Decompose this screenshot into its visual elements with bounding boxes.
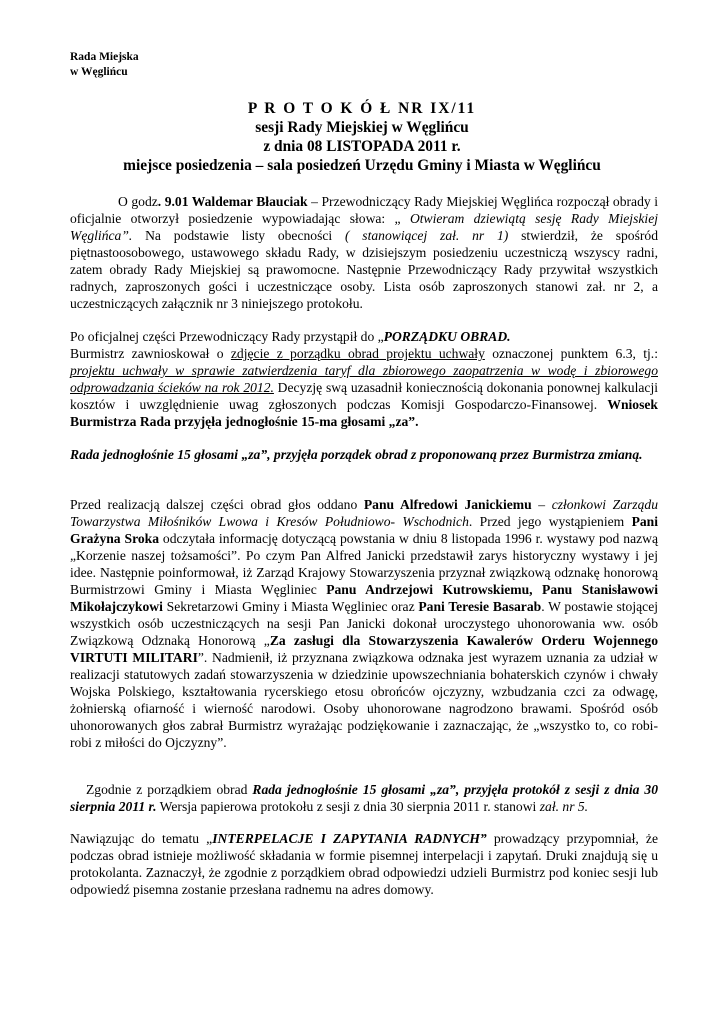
paragraph-opening: O godz. 9.01 Waldemar Błauciak – Przewodniczący Rady Miejskiej Węglińca rozpoczął obrady i oficjalnie otworzył posiedzenie wypowiadając słowa: „ Otwieram dziewiątą sesję Rady Miejskiej Węglińca”. Na podstawie listy obecności ( stanowiącej zał. nr 1) stwierdził, że spośród piętnastoosobowego, ustawowego składu Rady, w dzisiejszym posiedzeniu uczestniczą wszyscy radni, zatem obrady Rady Miejskiej są prawomocne. Następnie Przewodniczący Rady przywitał wszystkich radnych, zaproszonych gości i uczestniczące osoby. Lista osób zaproszonych stanowi zał. nr 2, a uczestniczących załącznik nr 3 niniejszego protokołu. bbox=[70, 194, 659, 311]
paragraph-interpellations: Nawiązując do tematu „INTERPELACJE I ZAPYTANIA RADNYCH” prowadzący przypomniał, że podczas obrad istnieje możliwość składania w formie pisemnej interpelacji i zapytań. Druki znajdują się u protokolanta. Zaznaczył, że zgodnie z porządkiem obrad odpowiedzi udzieli Burmistrz pod koniec sesji lub odpowiedź pisemna zostanie przesłana radnemu na adres domowy. bbox=[70, 831, 658, 897]
org-name: Rada Miejska bbox=[70, 51, 139, 63]
paragraph-agenda-vote: Rada jednogłośnie 15 głosami „za”, przyjęła porządek obrad z proponowaną przez Burmistrza zmianą. bbox=[70, 447, 643, 462]
paragraph-honors: Przed realizacją dalszej części obrad głos oddano Panu Alfredowi Janickiemu – członkowi Zarządu Towarzystwa Miłośników Lwowa i Kresów Południowo- Wschodnich. Przed jego wystąpieniem Pani Grażyna Sroka odczytała informację dotyczącą powstania w dniu 8 listopada 1996 r. wystawy pod nazwą „Korzenie naszej tożsamości”. Po czym Pan Alfred Janicki przedstawił zarys historyczny wystawy i jej idee. Następnie poinformował, iż Zarząd Krajowy Stowarzyszenia przyznał związkową odznakę honorową Burmistrzowi Gminy i Miasta Węgliniec Panu Andrzejowi Kutrowskiemu, Panu Stanisławowi Mikołajczykowi Sekretarzowi Gminy i Miasta Węgliniec oraz Pani Teresie Basarab. W postawie stojącej wszystkich osób uczestniczących na sesji Pan Janicki dokonał uroczystego uhonorowania ww. osób Związkową Odznaką Honorową „Za zasługi dla Stowarzyszenia Kawalerów Orderu Wojennego VIRTUTI MILITARI”. Nadmienił, iż przyznana związkowa odznaka jest wyrazem uznania za udział w realizacji statutowych zadań stowarzyszenia w dziedzinie upowszechniania bohaterskich czynów i chwały Wojska Polskiego, kształtowania rycerskiego etosu obrońców ojczyzny, wzbudzania czci za odwagę, żołnierską ofiarność i wierność narodowi. Osoby uhonorowane nagrodzono brawami. Spośród osób uhonorowanych głos zabrał Burmistrz wyrażając podziękowanie i zaznaczając, że „wszystko to, co robi- robi z miłości do Ojczyzny”. bbox=[70, 497, 659, 750]
protocol-number: P R O T O K Ó Ł NR IX/11 bbox=[247, 100, 477, 117]
session-title: sesji Rady Miejskiej w Węglińcu bbox=[255, 119, 469, 136]
session-date: z dnia 08 LISTOPADA 2011 r. bbox=[263, 138, 461, 155]
paragraph-agenda: Po oficjalnej części Przewodniczący Rady przystąpił do „PORZĄDKU OBRAD. Burmistrz zawnioskował o zdjęcie z porządku obrad projektu uchwały oznaczonej punktem 6.3, tj.: projektu uchwały w sprawie zatwierdzenia taryf dla zbiorowego zaopatrzenia w wodę i zbiorowego odprowadzania ścieków na rok 2012. Decyzję swą uzasadnił koniecznością dokonania ponownej kalkulacji kosztów i uwzględnienie uwag zgłoszonych podczas Komisji Gospodarczo-Finansowej. Wniosek Burmistrza Rada przyjęła jednogłośnie 15-ma głosami „za”. bbox=[70, 329, 658, 429]
paragraph-minutes-approval: Zgodnie z porządkiem obrad Rada jednogłośnie 15 głosami „za”, przyjęła protokół z sesji z dnia 30 sierpnia 2011 r. Wersja papierowa protokołu z sesji z dnia 30 sierpnia 2011 r. stanowi zał. nr 5. bbox=[70, 782, 658, 814]
session-location: miejsce posiedzenia – sala posiedzeń Urzędu Gminy i Miasta w Węglińcu bbox=[123, 157, 601, 174]
document-title bbox=[60, 99, 664, 175]
organization-header bbox=[70, 50, 139, 80]
org-location: w Węglińcu bbox=[70, 66, 128, 78]
